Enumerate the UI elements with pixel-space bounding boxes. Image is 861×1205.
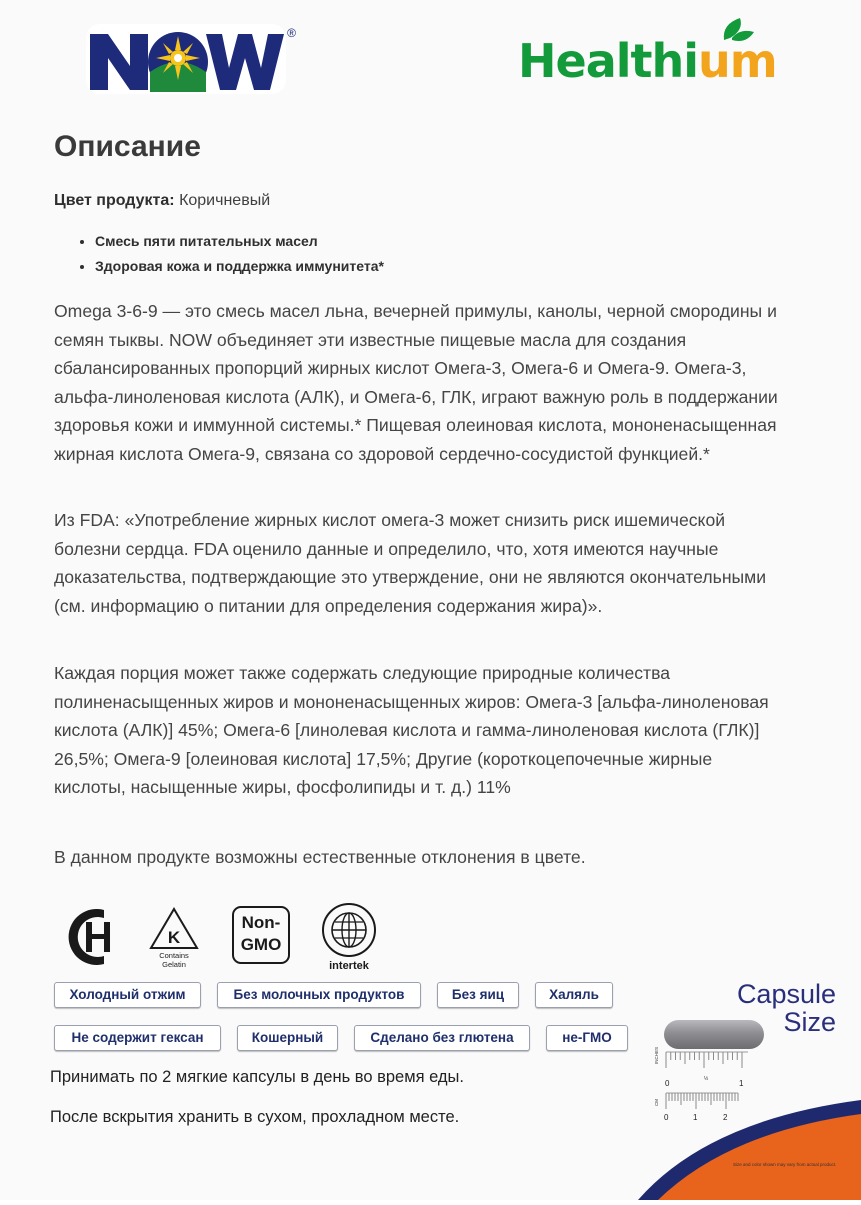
tag-gluten-free: Сделано без глютена [354, 1025, 530, 1051]
kosher-h-icon [64, 904, 120, 970]
tag-cold-pressed: Холодный отжим [54, 982, 201, 1008]
kosher-k-gelatin-icon [148, 906, 200, 972]
tag-hexane-free: Не содержит гексан [54, 1025, 221, 1051]
tag-egg-free: Без яиц [437, 982, 519, 1008]
inch-tick-label: ½ [704, 1076, 709, 1082]
tag-halal: Халяль [535, 982, 613, 1008]
non-gmo-line: GMO [240, 935, 282, 954]
description-paragraph: Omega 3-6-9 — это смесь масел льна, вечерней примулы, канолы, черной смородины и семян тыквы. NOW объединяет эти известные пищевые масла для создания сбалансированных пропорций жирных кислот Омега-3, Омега-6 и Омега-9. Омега-3, альфа-линоленовая кислота (АЛК), и Омега-6, ГЛК, играют важную роль в поддержании здоровья кожи и иммунной системы.* Пищевая олеиновая кислота, мононенасыщенная жирная кислота Омега-9, связана со здоровой сердечно-сосудистой функцией.* [54, 301, 778, 464]
capsule-size-title-line: Size [783, 1007, 836, 1037]
color-variation-note: В данном продукте возможны естественные отклонения в цвете. [54, 847, 586, 867]
cm-tick-label: 1 [693, 1113, 698, 1122]
cm-tick-label: 2 [723, 1113, 728, 1122]
capsule-size-title-line: Capsule [736, 979, 836, 1009]
k-caption [148, 951, 200, 969]
inches-label: INCHES [654, 1046, 659, 1064]
inch-tick-label: 0 [665, 1079, 670, 1088]
capsule-icon [664, 1020, 764, 1049]
fda-paragraph: Из FDA: «Употребление жирных кислот омега-3 может снизить риск ишемической болезни сердца. FDA оценило данные и определило, что, хотя имеются научные доказательства, подтверждающие это утверждение, они не являются окончательными (см. информацию о питании для определения содержания жира)». [54, 510, 767, 616]
healthium-green-text: Healthi [518, 34, 699, 88]
non-gmo-line: Non- [241, 913, 281, 932]
capsule-size-note: Size and color shown may vary from actual product. [733, 1162, 837, 1167]
tag-non-gmo: не-ГМО [546, 1025, 628, 1051]
feature-list [54, 233, 384, 283]
product-color-label: Цвет продукта: [54, 192, 175, 209]
healthium-orange-text: um [698, 34, 777, 88]
now-logo-graphic [86, 22, 298, 94]
intertek-globe-icon [318, 900, 380, 976]
healthium-logo [518, 14, 784, 88]
feature-item: • Здоровая кожа и поддержка иммунитета* [95, 258, 384, 274]
k-caption-line: Gelatin [162, 960, 186, 969]
intertek-label: intertek [329, 960, 369, 972]
inch-tick-label: 1 [739, 1079, 744, 1088]
k-caption-line: Contains [159, 951, 189, 960]
dosage-instruction: Принимать по 2 мягкие капсулы в день во время еды. [50, 1068, 464, 1086]
svg-text:K: K [167, 928, 181, 947]
product-color-value: Коричневый [179, 192, 271, 209]
registered-mark: ® [287, 26, 296, 40]
cm-label: CM [654, 1099, 659, 1106]
tag-dairy-free: Без молочных продуктов [217, 982, 421, 1008]
fat-content-paragraph: Каждая порция может также содержать следующие природные количества полиненасыщенных жиров и мононенасыщенных жиров: Омега-3 [альфа-линоленовая кислота (АЛК)] 45%; Омега-6 [линолевая кислота и гамма-линоленовая кислота (ГЛК)] 26,5%; Омега-9 [олеиновая кислота] 17,5%; Другие (короткоцепочечные жирные кислоты, насыщенные жиры, фосфолипиды и т. д.) 11% [54, 663, 769, 798]
product-color [54, 192, 270, 210]
healthium-wordmark [518, 34, 777, 88]
non-gmo-badge [232, 906, 290, 964]
feature-item: • Смесь пяти питательных масел [95, 233, 384, 249]
storage-instruction: После вскрытия хранить в сухом, прохладном месте. [50, 1108, 460, 1126]
tag-kosher: Кошерный [237, 1025, 338, 1051]
cm-tick-label: 0 [664, 1113, 669, 1122]
now-foods-logo [86, 22, 298, 94]
page-title: Описание [54, 130, 201, 163]
capsule-size-graphic [638, 1000, 861, 1200]
